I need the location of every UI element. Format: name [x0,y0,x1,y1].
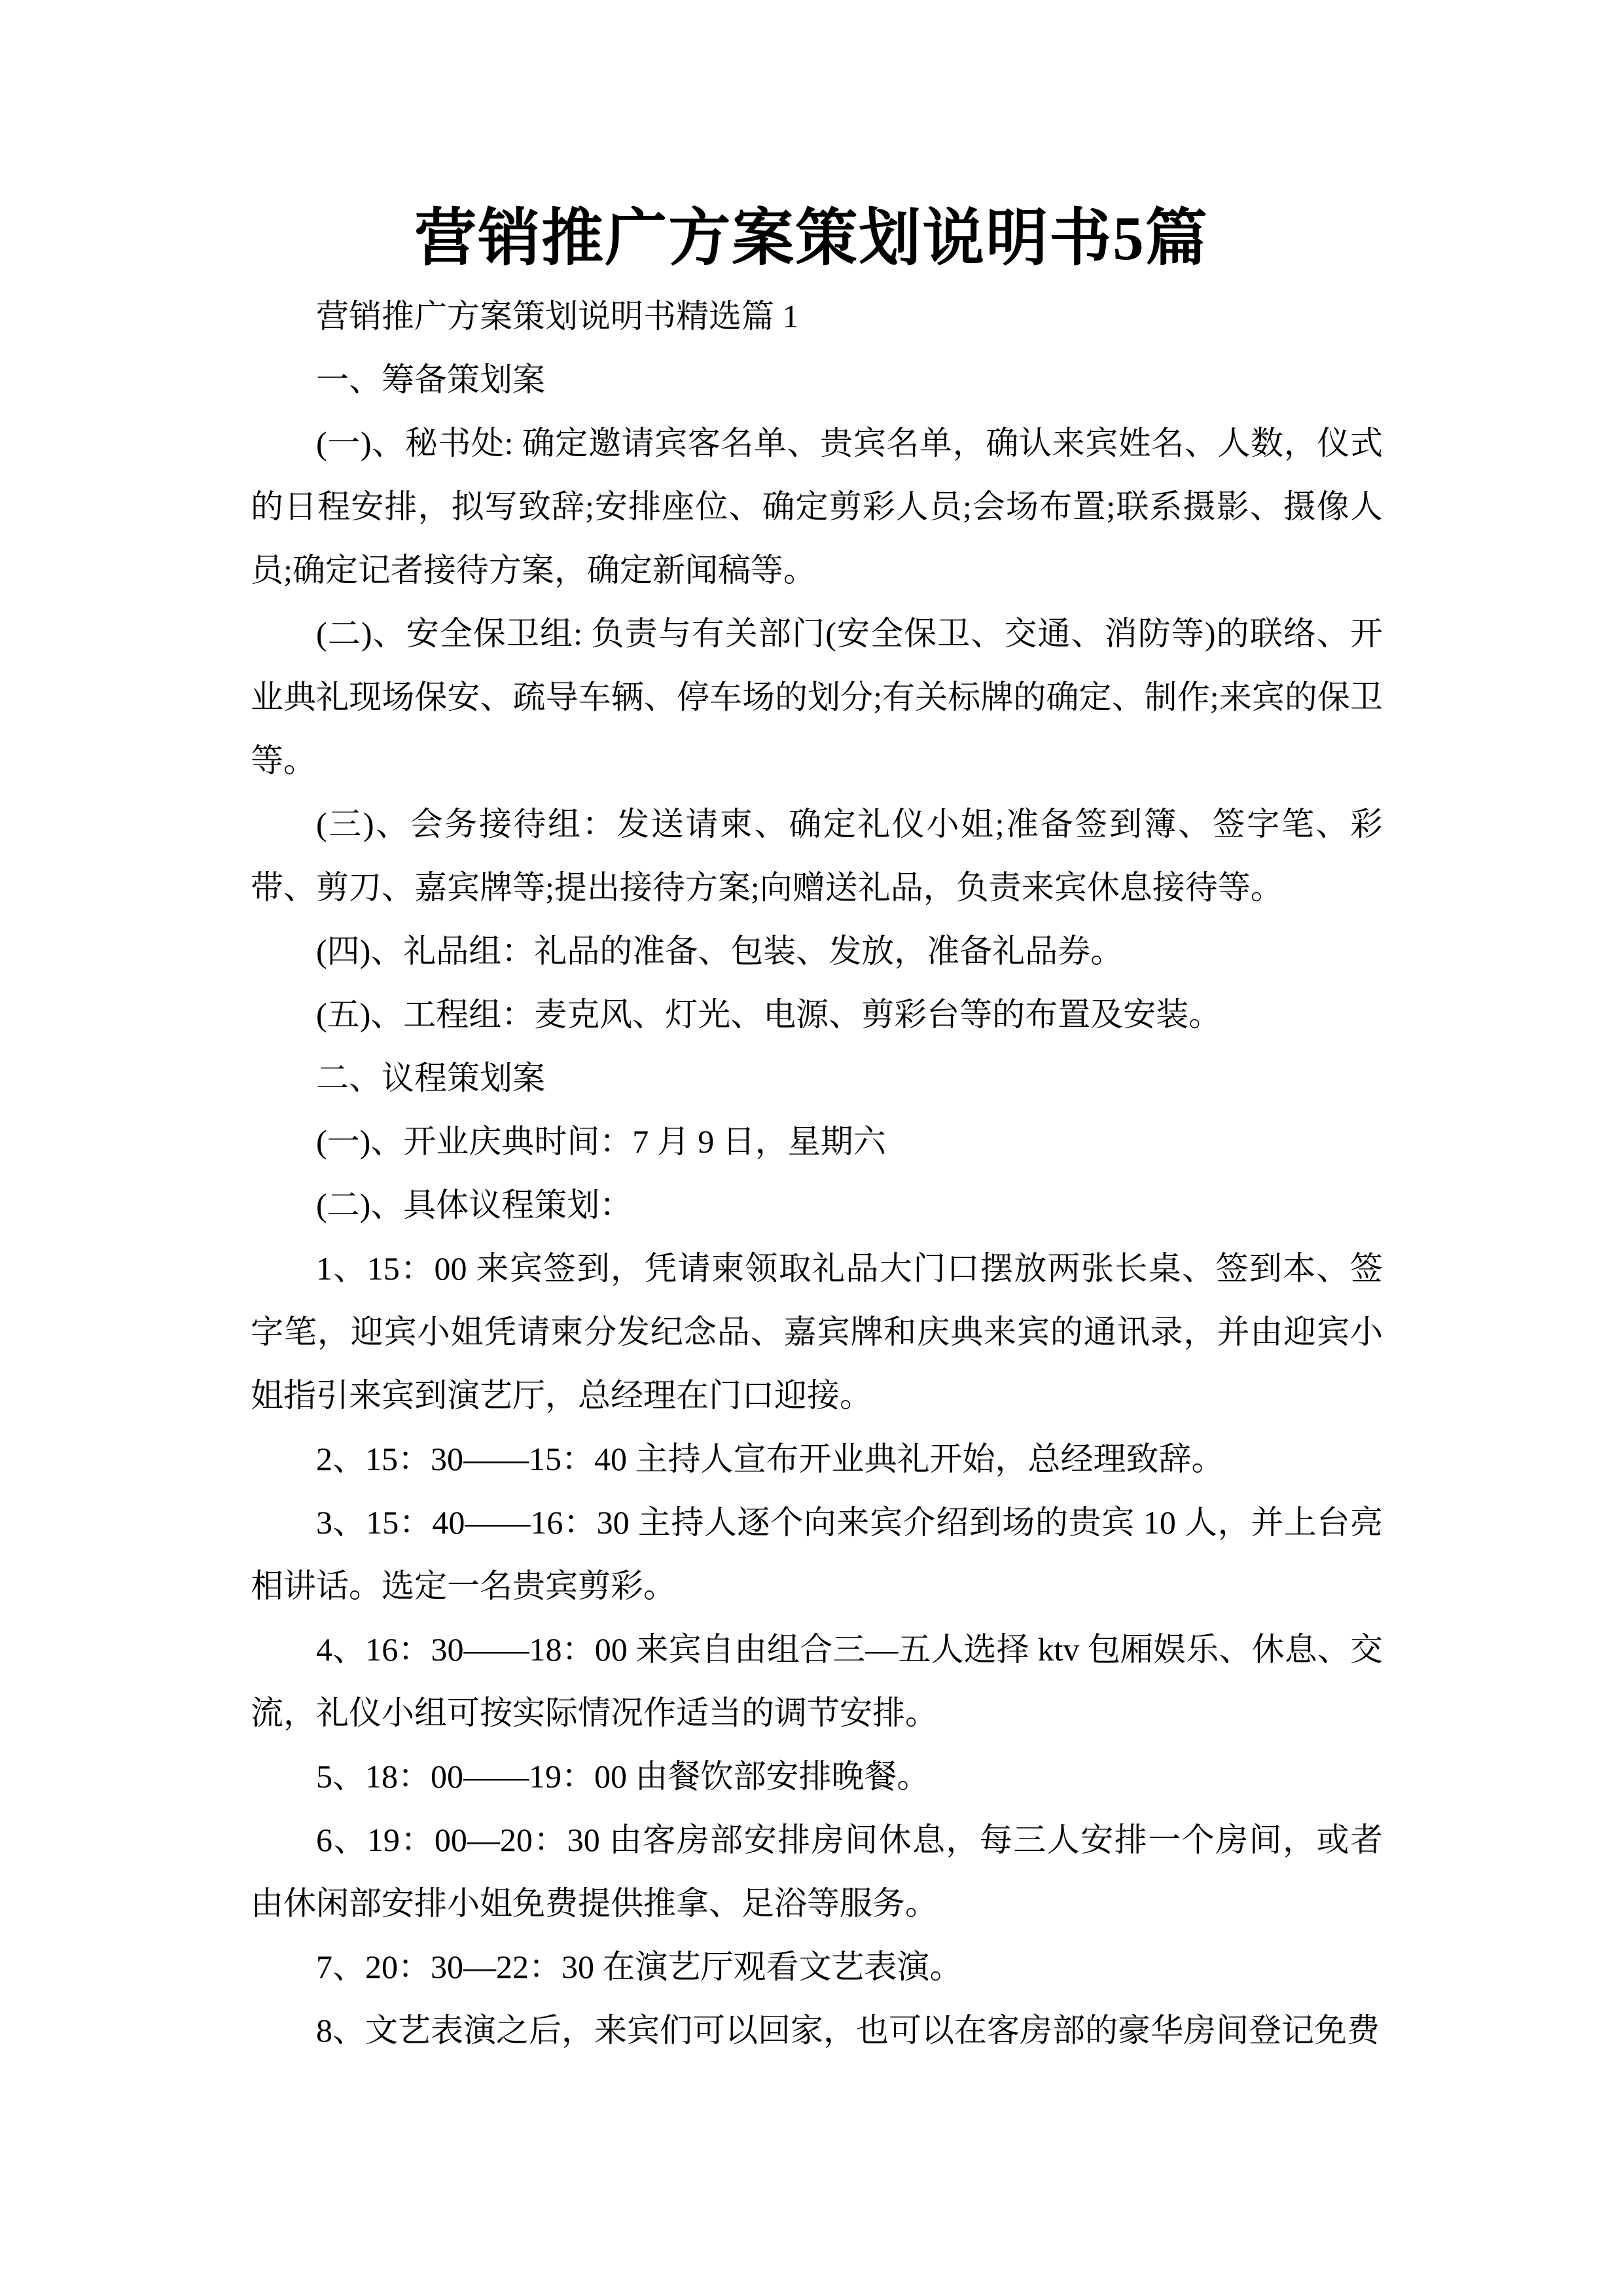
paragraph: (五)、工程组：麦克风、灯光、电源、剪彩台等的布置及安装。 [316,996,1222,1033]
paragraph: (二)、安全保卫组: 负责与有关部门(安全保卫、交通、消防等)的联络、开业典礼现场保安、疏导车辆、停车场的划分;有关标牌的确定、制作;来宾的保卫等。 [251,615,1383,779]
paragraph: 2、15：30——15：40 主持人宣布开业典礼开始，总经理致辞。 [316,1441,1224,1477]
paragraph: 6、19：00—20：30 由客房部安排房间休息，每三人安排一个房间，或者由休闲部安排小姐免费提供推拿、足浴等服务。 [251,1821,1383,1922]
paragraph: 4、16：30——18：00 来宾自由组合三—五人选择 ktv 包厢娱乐、休息、交流，礼仪小组可按实际情况作适当的调节安排。 [251,1631,1383,1731]
paragraph: (四)、礼品组：礼品的准备、包装、发放，准备礼品券。 [316,933,1124,969]
paragraph: 7、20：30—22：30 在演艺厅观看文艺表演。 [316,1948,963,1985]
paragraph: (一)、秘书处: 确定邀请宾客名单、贵宾名单，确认来宾姓名、人数，仪式的日程安排，拟写致辞;安排座位、确定剪彩人员;会场布置;联系摄影、摄像人员;确定记者接待方案，确定新闻稿等。 [251,425,1383,588]
document-body [0,285,1383,2062]
document-title: 营销推广方案策划说明书5篇 [414,204,1209,273]
paragraph: 8、文艺表演之后，来宾们可以回家，也可以在客房部的豪华房间登记免费 [316,2012,1380,2049]
paragraph-subtitle: 营销推广方案策划说明书精选篇 1 [316,298,799,334]
paragraph: (一)、开业庆典时间：7 月 9 日，星期六 [316,1123,886,1160]
paragraph-heading-1: 一、筹备策划案 [316,361,545,398]
paragraph-heading-2: 二、议程策划案 [316,1060,545,1096]
paragraph: 5、18：00——19：00 由餐饮部安排晚餐。 [316,1758,930,1795]
paragraph: 1、15：00 来宾签到，凭请柬领取礼品大门口摆放两张长桌、签到本、签字笔，迎宾小姐凭请柬分发纪念品、嘉宾牌和庆典来宾的通讯录，并由迎宾小姐指引来宾到演艺厅，总经理在门口迎接。 [251,1250,1383,1414]
paragraph: 3、15：40——16：30 主持人逐个向来宾介绍到场的贵宾 10 人，并上台亮相讲话。选定一名贵宾剪彩。 [251,1504,1383,1604]
paragraph: (三)、会务接待组：发送请柬、确定礼仪小姐;准备签到簿、签字笔、彩带、剪刀、嘉宾牌等;提出接待方案;向赠送礼品，负责来宾休息接待等。 [251,806,1383,906]
paragraph: (二)、具体议程策划： [316,1187,633,1223]
